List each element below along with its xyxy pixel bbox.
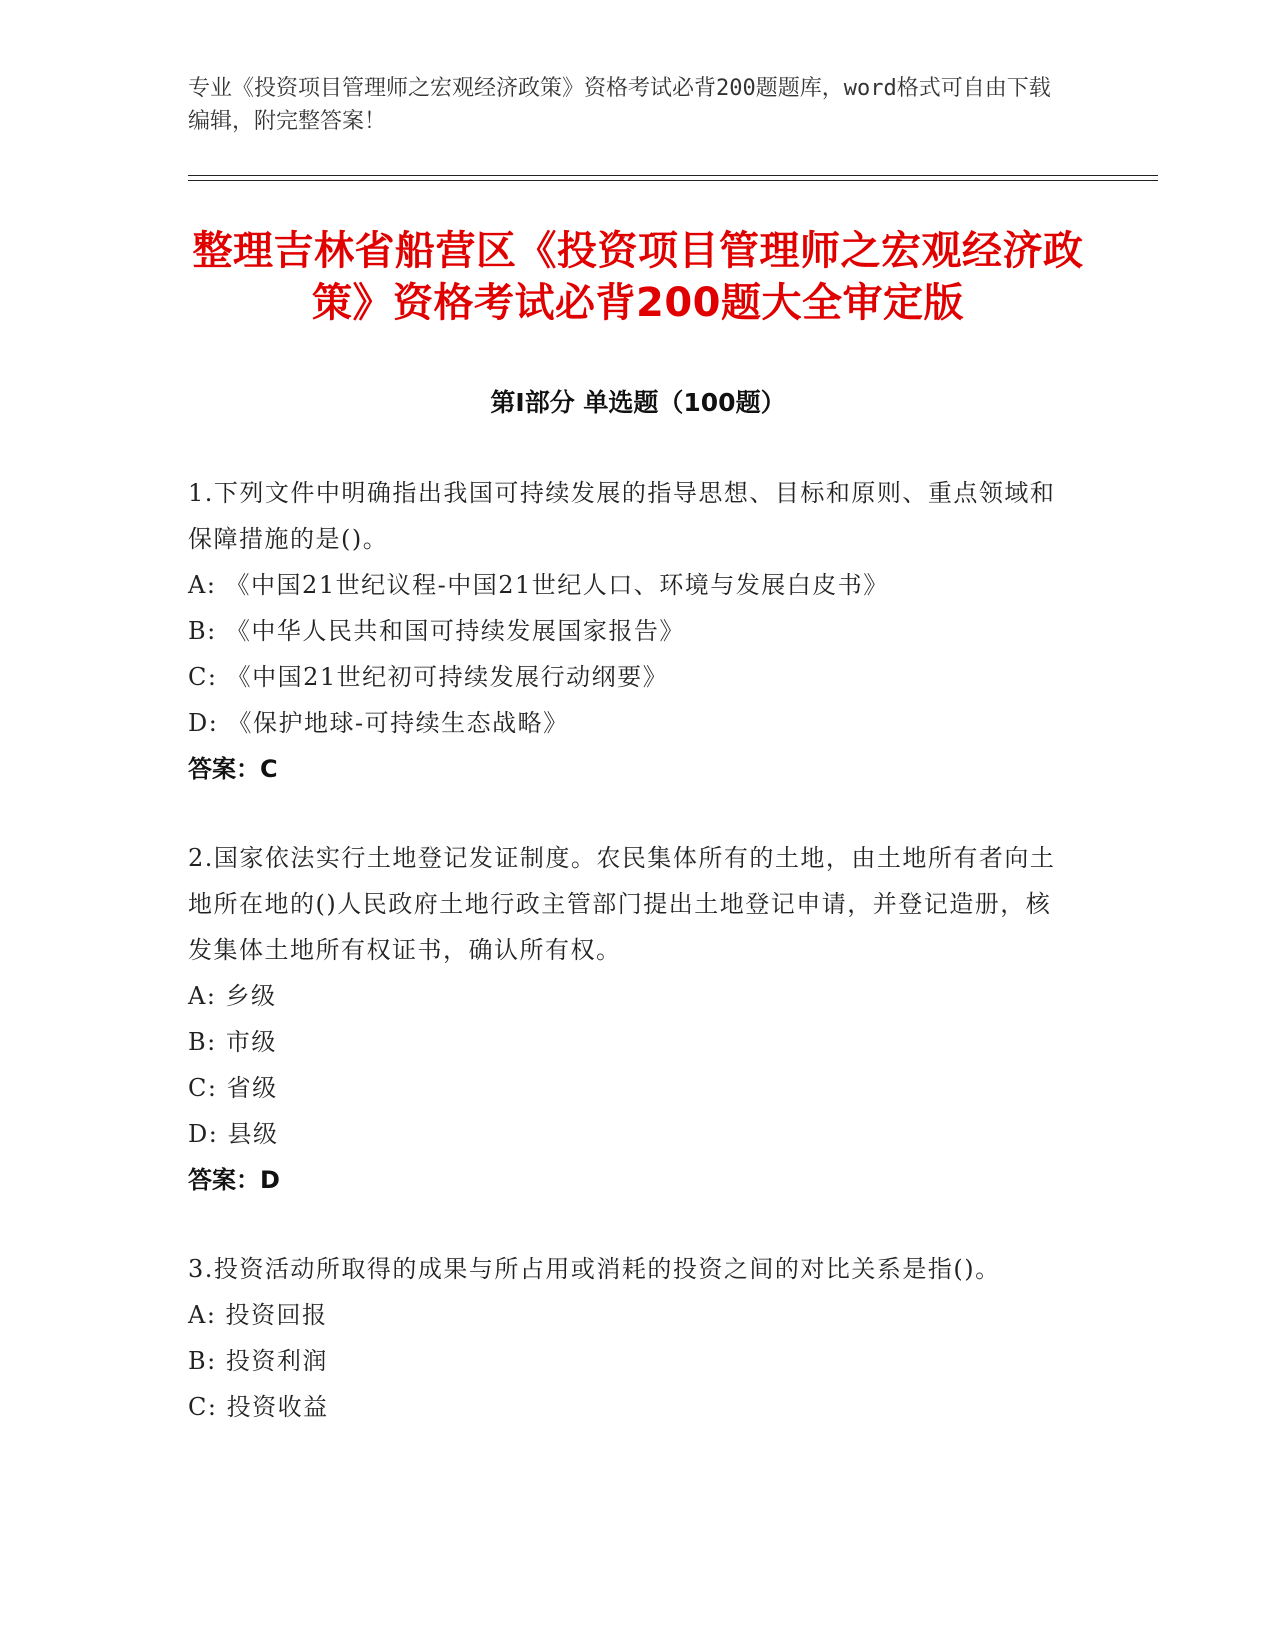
option-b: B: 《中华人民共和国可持续发展国家报告》 [188, 617, 685, 645]
header-note: 专业《投资项目管理师之宏观经济政策》资格考试必背200题题库，word格式可自由下载编辑，附完整答案！ [188, 76, 1051, 134]
question-stem: 3.投资活动所取得的成果与所占用或消耗的投资之间的对比关系是指()。 [188, 1255, 1001, 1283]
option-d: D: 县级 [188, 1120, 279, 1148]
question-stem: 1.下列文件中明确指出我国可持续发展的指导思想、目标和原则、重点领域和保障措施的是()。 [188, 479, 1056, 553]
answer: 答案：D [188, 1166, 280, 1194]
question-stem: 2.国家依法实行土地登记发证制度。农民集体所有的土地，由土地所有者向土地所在地的()人民政府土地行政主管部门提出土地登记申请，并登记造册，核发集体土地所有权证书，确认所有权。 [188, 844, 1056, 964]
question-3 [188, 1246, 1068, 1430]
question-1 [188, 470, 1068, 792]
section-heading: 第I部分 单选题（100题） [490, 388, 786, 417]
option-d: D: 《保护地球-可持续生态战略》 [188, 709, 569, 737]
option-a: A: 乡级 [188, 982, 277, 1010]
option-c: C: 投资收益 [188, 1393, 329, 1421]
option-b: B: 投资利润 [188, 1347, 328, 1375]
option-a: A: 《中国21世纪议程-中国21世纪人口、环境与发展白皮书》 [188, 571, 889, 599]
option-b: B: 市级 [188, 1028, 277, 1056]
option-c: C: 《中国21世纪初可持续发展行动纲要》 [188, 663, 669, 691]
document-title: 整理吉林省船营区《投资项目管理师之宏观经济政策》资格考试必背200题大全审定版 [192, 228, 1084, 326]
answer: 答案：C [188, 755, 278, 783]
header-divider-top [188, 175, 1158, 176]
question-2 [188, 835, 1068, 1203]
option-a: A: 投资回报 [188, 1301, 328, 1329]
option-c: C: 省级 [188, 1074, 278, 1102]
header-divider-bottom [188, 180, 1158, 181]
